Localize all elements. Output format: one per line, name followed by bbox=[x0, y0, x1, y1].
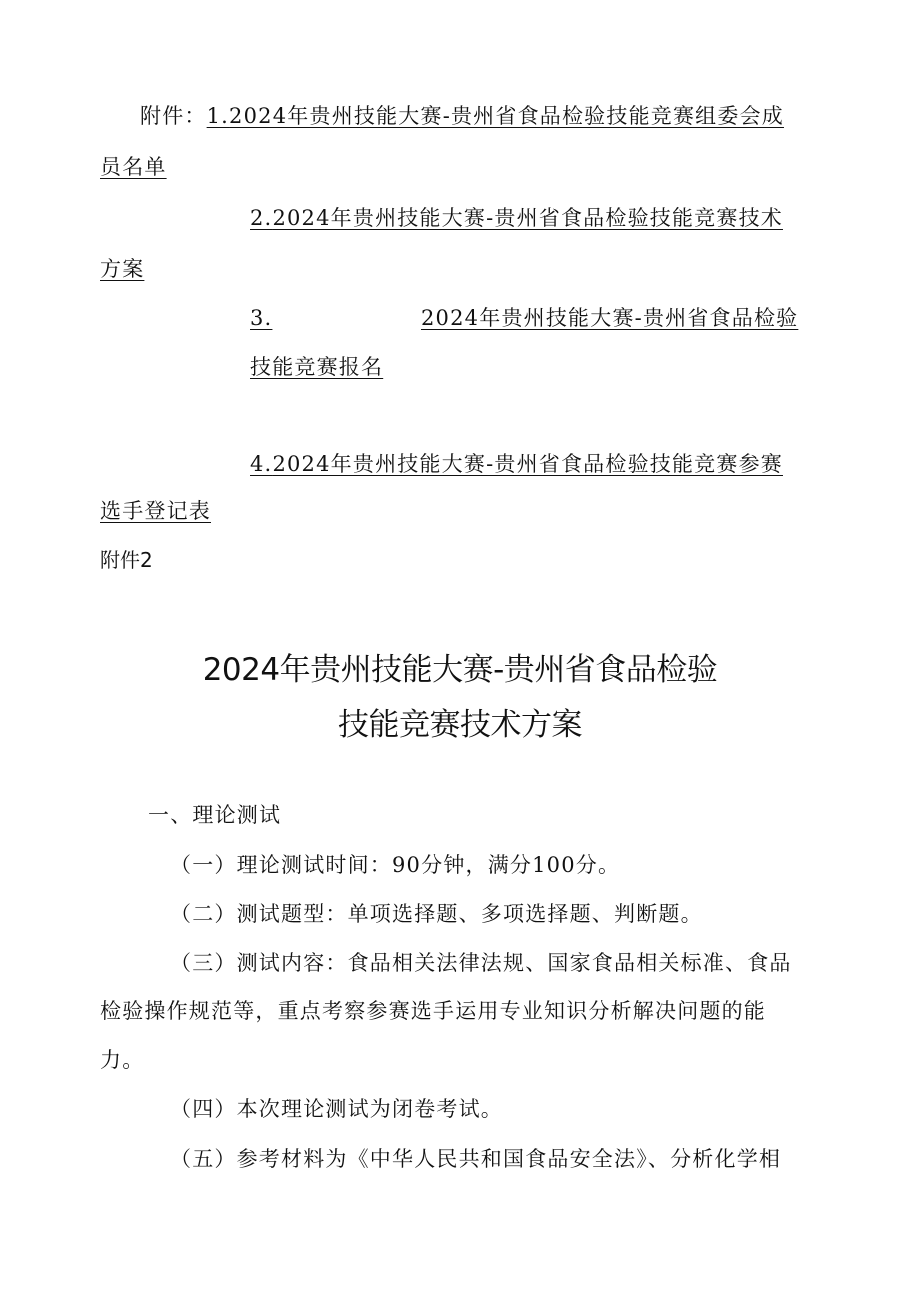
attachment-link-1[interactable]: 1.2024年贵州技能大赛-贵州省食品检验技能竞赛组委会成 bbox=[206, 104, 784, 128]
attachment-link-1-cont[interactable]: 员名单 bbox=[100, 155, 167, 179]
paragraph-test-duration: （一）理论测试时间：90分钟，满分100分。 bbox=[170, 853, 621, 877]
attachment-link-2-cont[interactable]: 方案 bbox=[100, 257, 145, 281]
attachments-prefix: 附件： bbox=[140, 104, 207, 128]
annex-label: 附件2 bbox=[100, 548, 153, 572]
attachment-link-4-cont[interactable]: 选手登记表 bbox=[100, 499, 211, 523]
document-title-line-1: 2024年贵州技能大赛-贵州省食品检验 bbox=[202, 652, 718, 688]
document-title-line-2: 技能竞赛技术方案 bbox=[338, 707, 582, 743]
attachment-link-4[interactable]: 4.2024年贵州技能大赛-贵州省食品检验技能竞赛参赛 bbox=[250, 452, 783, 476]
paragraph-test-content-line-3: 力。 bbox=[100, 1048, 145, 1072]
attachment-link-3-number[interactable]: 3. bbox=[250, 306, 273, 330]
paragraph-reference-materials: （五）参考材料为《中华人民共和国食品安全法》、分析化学相 bbox=[170, 1147, 782, 1171]
paragraph-question-types: （二）测试题型：单项选择题、多项选择题、判断题。 bbox=[170, 902, 703, 926]
attachment-link-2[interactable]: 2.2024年贵州技能大赛-贵州省食品检验技能竞赛技术 bbox=[250, 206, 783, 230]
attachments-line-1 bbox=[140, 101, 784, 131]
paragraph-test-content-line-1: （三）测试内容：食品相关法律法规、国家食品相关标准、食品 bbox=[170, 951, 792, 975]
attachment-link-3[interactable]: 2024年贵州技能大赛-贵州省食品检验 bbox=[421, 306, 799, 330]
paragraph-test-content-line-2: 检验操作规范等，重点考察参赛选手运用专业知识分析解决问题的能 bbox=[100, 999, 766, 1023]
paragraph-closed-book: （四）本次理论测试为闭卷考试。 bbox=[170, 1097, 503, 1121]
attachment-link-3-cont[interactable]: 技能竞赛报名 bbox=[250, 355, 384, 379]
section-heading-theory-test: 一、理论测试 bbox=[148, 803, 282, 827]
